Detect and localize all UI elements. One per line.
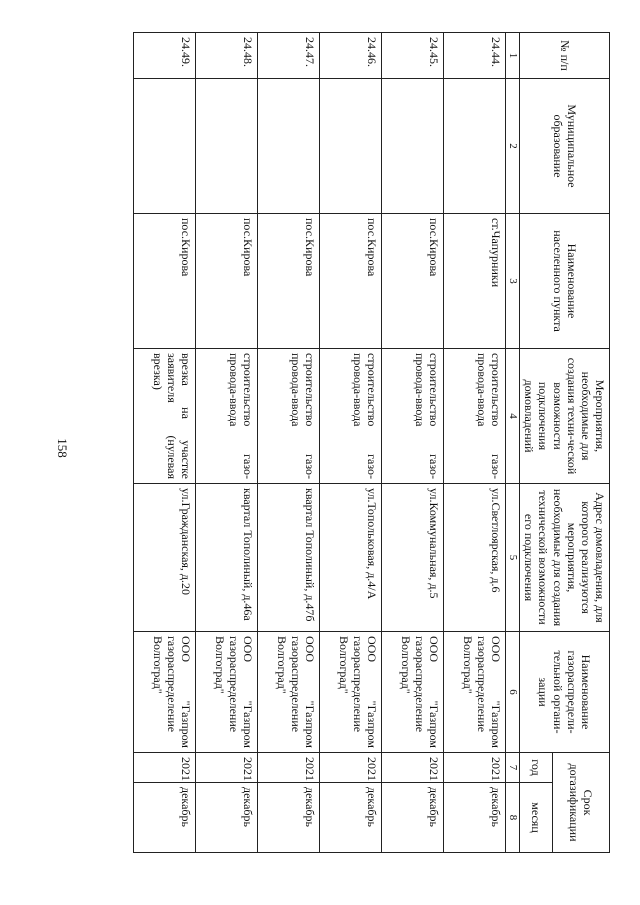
column-number: 3: [506, 214, 520, 349]
settlement-cell: пос.Кирова: [258, 214, 320, 349]
column-number: 5: [506, 484, 520, 632]
address-cell: квартал Тополиный, д.46а: [196, 484, 258, 632]
settlement-cell: пос.Кирова: [134, 214, 196, 349]
organization-cell: ООО "Газпром газораспределение Волгоград": [382, 632, 444, 753]
month-cell: декабрь: [320, 783, 382, 853]
header-action: Мероприятия, необходимые для создания техни-ческой возможности подключения домовладений: [520, 349, 610, 484]
address-cell: ул.Гражданская, д.20: [134, 484, 196, 632]
action-cell: строительство газо-провода-ввода: [320, 349, 382, 484]
month-cell: декабрь: [196, 783, 258, 853]
settlement-cell: пос.Кирова: [320, 214, 382, 349]
column-number: 1: [506, 33, 520, 79]
address-cell: ул.Светлоярская, д.6: [444, 484, 506, 632]
header-year: год: [520, 753, 553, 783]
municipality-cell: [196, 79, 258, 214]
table-row: [320, 33, 382, 853]
column-number: 8: [506, 783, 520, 853]
municipality-cell: [382, 79, 444, 214]
row-number: 24.47.: [258, 33, 320, 79]
action-cell: строительство газо-провода-ввода: [258, 349, 320, 484]
table-row: [134, 33, 196, 853]
header-address: Адрес домовладения, для которого реализуются мероприятия, необходимые для создания технической возможности его подключения: [520, 484, 610, 632]
row-number: 24.49.: [134, 33, 196, 79]
settlement-cell: пос.Кирова: [196, 214, 258, 349]
table-row: [258, 33, 320, 853]
municipality-cell: [134, 79, 196, 214]
organization-cell: ООО "Газпром газораспределение Волгоград": [258, 632, 320, 753]
rotated-table-wrapper: [90, 32, 610, 852]
table-row: [196, 33, 258, 853]
settlement-cell: ст.Чапурники: [444, 214, 506, 349]
address-cell: ул.Топольковая, д.4/А: [320, 484, 382, 632]
year-cell: 2021: [320, 753, 382, 783]
table-row: [444, 33, 506, 853]
gasification-table: [133, 32, 610, 853]
organization-cell: ООО "Газпром газораспределение Волгоград": [444, 632, 506, 753]
address-cell: ул.Коммунальная, д.5: [382, 484, 444, 632]
header-deadline: Срок догазификации: [552, 753, 609, 853]
row-number: 24.45.: [382, 33, 444, 79]
column-number: 2: [506, 79, 520, 214]
year-cell: 2021: [134, 753, 196, 783]
header-municipality: Муниципальное образование: [520, 79, 610, 214]
address-cell: квартал Тополиный, д.47б: [258, 484, 320, 632]
municipality-cell: [444, 79, 506, 214]
year-cell: 2021: [196, 753, 258, 783]
row-number: 24.44.: [444, 33, 506, 79]
table-row: [382, 33, 444, 853]
action-cell: строительство газо-провода-ввода: [444, 349, 506, 484]
column-number: 7: [506, 753, 520, 783]
municipality-cell: [258, 79, 320, 214]
organization-cell: ООО "Газпром газораспределение Волгоград": [134, 632, 196, 753]
month-cell: декабрь: [444, 783, 506, 853]
month-cell: декабрь: [134, 783, 196, 853]
page-number: 158: [55, 438, 70, 458]
organization-cell: ООО "Газпром газораспределение Волгоград": [196, 632, 258, 753]
month-cell: декабрь: [258, 783, 320, 853]
settlement-cell: пос.Кирова: [382, 214, 444, 349]
year-cell: 2021: [444, 753, 506, 783]
header-number: № п/п: [520, 33, 610, 79]
row-number: 24.48.: [196, 33, 258, 79]
column-number: 6: [506, 632, 520, 753]
year-cell: 2021: [382, 753, 444, 783]
header-month: месяц: [520, 783, 553, 853]
header-settlement: Наименование населенного пункта: [520, 214, 610, 349]
month-cell: декабрь: [382, 783, 444, 853]
year-cell: 2021: [258, 753, 320, 783]
action-cell: врезка на участке заявителя (нулевая врезка): [134, 349, 196, 484]
action-cell: строительство газо-провода-ввода: [382, 349, 444, 484]
municipality-cell: [320, 79, 382, 214]
action-cell: строительство газо-провода-ввода: [196, 349, 258, 484]
row-number: 24.46.: [320, 33, 382, 79]
column-number: 4: [506, 349, 520, 484]
header-organization: Наименование газораспредели-тельной органи-зации: [520, 632, 610, 753]
organization-cell: ООО "Газпром газораспределение Волгоград": [320, 632, 382, 753]
